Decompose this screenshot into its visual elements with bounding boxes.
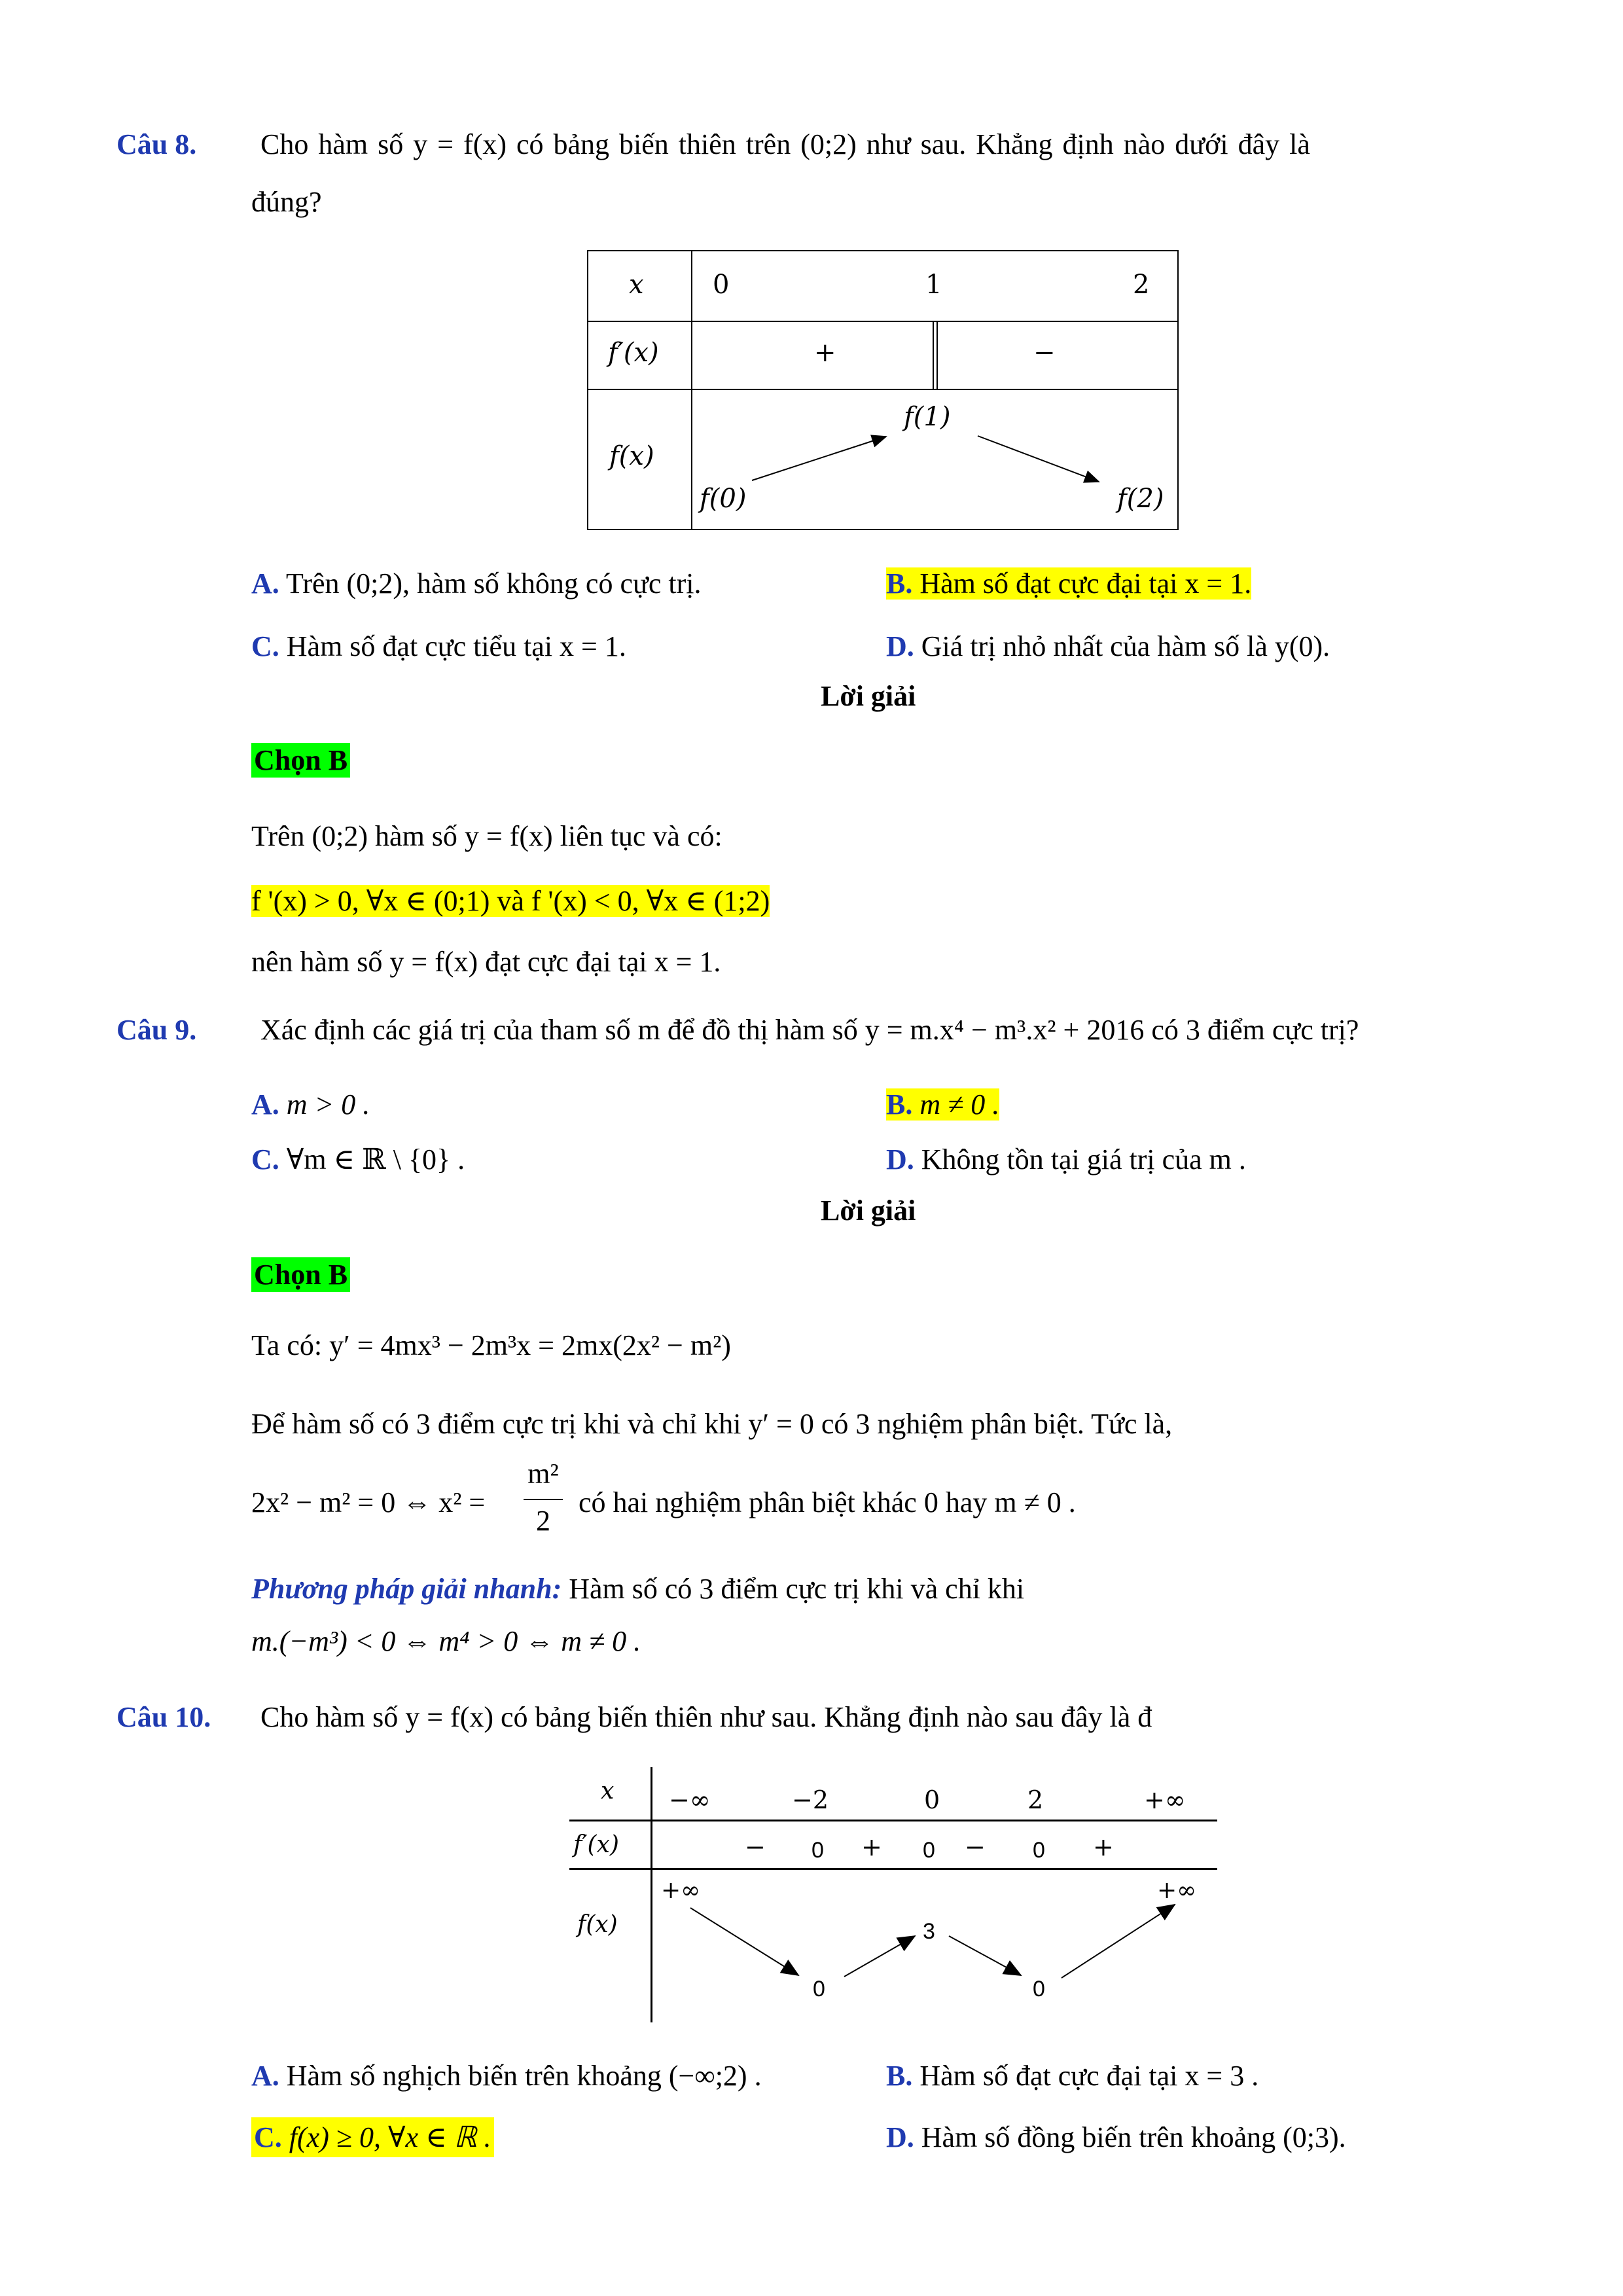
row-label-x: x xyxy=(629,270,644,300)
question-8-stem: Cho hàm số y = f(x) có bảng biến thiên trên (0;2) như sau. Khẳng định nào dưới đây là xyxy=(260,128,1310,160)
x-value-0: 0 xyxy=(924,1785,940,1814)
f-value-1: f(1) xyxy=(904,402,951,432)
fraction-numerator: m² xyxy=(527,1458,559,1490)
q10-option-a[interactable]: A. Hàm số nghịch biến trên khoảng (−∞;2) . xyxy=(251,2060,762,2092)
x-value-neg-inf: −∞ xyxy=(669,1785,711,1814)
row-label-fprime: f′(x) xyxy=(573,1831,619,1858)
q8-solution-line-1: Trên (0;2) hàm số y = f(x) liên tục và có: xyxy=(251,820,722,852)
q10-option-b[interactable]: B. Hàm số đạt cực đại tại x = 3 . xyxy=(886,2060,1259,2092)
sign-plus-2: + xyxy=(1093,1833,1114,1861)
q9-solution-title: Lời giải xyxy=(821,1194,916,1227)
x-value-2: 2 xyxy=(1133,270,1150,300)
f-value-max: 3 xyxy=(923,1919,935,1944)
q8-option-b[interactable]: B. Hàm số đạt cực đại tại x = 1. xyxy=(886,567,1252,600)
question-8-stem-cont: đúng? xyxy=(251,186,322,218)
q8-solution-line-3: nên hàm số y = f(x) đạt cực đại tại x = 1. xyxy=(251,946,721,978)
f-value-2: f(2) xyxy=(1117,484,1164,514)
q9-option-c[interactable]: C. ∀m ∈ ℝ \ {0} . xyxy=(251,1143,465,1175)
row-label-f: f(x) xyxy=(609,441,654,471)
f-value-min-1: 0 xyxy=(813,1977,825,2001)
x-value-1: 1 xyxy=(925,270,942,300)
x-value-2: 2 xyxy=(1027,1785,1044,1814)
q8-solution-line-2: f '(x) > 0, ∀x ∈ (0;1) và f '(x) < 0, ∀x ∈ (1;2) xyxy=(251,885,770,917)
arrow-up-icon xyxy=(844,1936,915,1977)
q8-option-a[interactable]: A. Trên (0;2), hàm số không có cực trị. xyxy=(251,567,702,600)
sign-minus-2: − xyxy=(965,1833,986,1861)
arrow-down-icon xyxy=(978,436,1099,482)
q9-option-a[interactable]: A. m > 0 . xyxy=(251,1088,370,1121)
sign-minus-1: − xyxy=(745,1833,766,1861)
arrow-down-icon xyxy=(949,1936,1021,1975)
sign-plus: + xyxy=(814,338,836,368)
arrow-down-icon xyxy=(690,1908,798,1975)
question-8-label: Câu 8. xyxy=(116,128,197,160)
question-10-label: Câu 10. xyxy=(116,1701,211,1733)
q9-solution-line-2: Để hàm số có 3 điểm cực trị khi và chỉ khi y′ = 0 có 3 nghiệm phân biệt. Tức là, xyxy=(251,1408,1173,1440)
q10-option-c[interactable]: C. f(x) ≥ 0, ∀x ∈ ℝ . xyxy=(251,2122,494,2153)
arrow-up-icon xyxy=(1061,1905,1175,1978)
q9-solution-line-3-right: có hai nghiệm phân biệt khác 0 hay m ≠ 0 . xyxy=(579,1486,1076,1518)
q8-option-d[interactable]: D. Giá trị nhỏ nhất của hàm số là y(0). xyxy=(886,630,1330,662)
sign-zero-3: 0 xyxy=(1033,1838,1045,1863)
q9-choice: Chọn B xyxy=(251,1259,350,1291)
q9-solution-line-1: Ta có: y′ = 4mx³ − 2m³x = 2mx(2x² − m²) xyxy=(251,1329,731,1361)
table-arrows-q10 xyxy=(569,1767,1217,2022)
sign-minus: − xyxy=(1033,338,1056,368)
sign-plus-1: + xyxy=(861,1833,882,1861)
f-value-0: f(0) xyxy=(700,484,747,514)
q9-solution-line-3-left: 2x² − m² = 0 ⇔ x² = xyxy=(251,1486,486,1518)
question-9-label: Câu 9. xyxy=(116,1014,197,1046)
q8-option-c[interactable]: C. Hàm số đạt cực tiểu tại x = 1. xyxy=(251,630,626,662)
fraction-denominator: 2 xyxy=(536,1505,550,1537)
q9-option-d[interactable]: D. Không tồn tại giá trị của m . xyxy=(886,1143,1246,1175)
variation-table-q10 xyxy=(569,1767,1217,2022)
q8-choice: Chọn B xyxy=(251,745,350,776)
variation-table-q8 xyxy=(587,250,1179,530)
arrow-up-icon xyxy=(752,437,886,480)
x-value-pos-inf: +∞ xyxy=(1144,1785,1186,1814)
f-value-pos-inf-left: +∞ xyxy=(661,1877,701,1904)
q9-quick-method: Phương pháp giải nhanh: Hàm số có 3 điểm cực trị khi và chỉ khi xyxy=(251,1573,1025,1605)
x-value-neg-2: −2 xyxy=(792,1785,829,1814)
q8-solution-title: Lời giải xyxy=(821,680,916,712)
question-9-stem: Xác định các giá trị của tham số m để đồ thị hàm số y = m.x⁴ − m³.x² + 2016 có 3 điểm cực trị? xyxy=(260,1014,1359,1046)
fraction-bar xyxy=(524,1499,563,1500)
x-value-0: 0 xyxy=(713,270,730,300)
sign-zero-2: 0 xyxy=(923,1838,935,1863)
question-10-stem: Cho hàm số y = f(x) có bảng biến thiên như sau. Khẳng định nào sau đây là đ xyxy=(260,1701,1152,1733)
row-label-fprime: f′(x) xyxy=(608,338,659,368)
q9-quick-method-line-2: m.(−m³) < 0 ⇔ m⁴ > 0 ⇔ m ≠ 0 . xyxy=(251,1625,641,1657)
f-value-pos-inf-right: +∞ xyxy=(1157,1877,1197,1904)
q9-option-b[interactable]: B. m ≠ 0 . xyxy=(886,1088,1000,1121)
q10-option-d[interactable]: D. Hàm số đồng biến trên khoảng (0;3). xyxy=(886,2121,1346,2153)
sign-zero-1: 0 xyxy=(812,1838,824,1863)
row-label-x: x xyxy=(601,1778,615,1804)
table-arrows xyxy=(588,251,1177,529)
f-value-min-2: 0 xyxy=(1033,1977,1045,2001)
row-label-f: f(x) xyxy=(577,1911,618,1938)
